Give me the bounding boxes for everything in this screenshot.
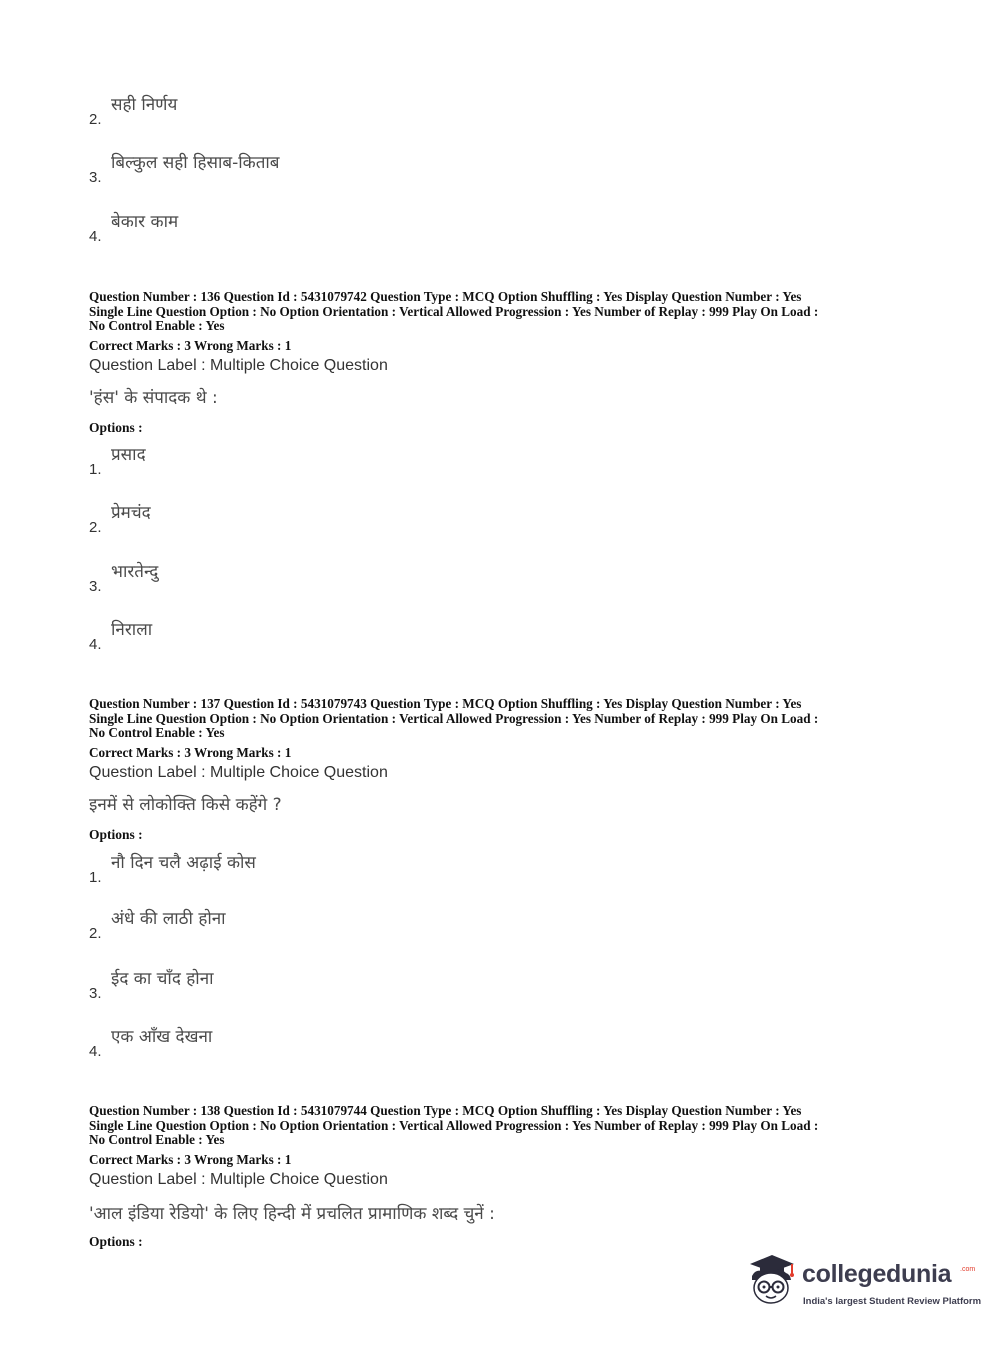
question-meta [89, 697, 919, 741]
option-text: बिल्कुल सही हिसाब-किताब [111, 153, 280, 173]
option-text: नौ दिन चलै अढ़ाई कोस [111, 853, 256, 873]
question-marks: Correct Marks : 3 Wrong Marks : 1 [89, 338, 292, 353]
question-marks: Correct Marks : 3 Wrong Marks : 1 [89, 1152, 292, 1167]
option-number: 3. [89, 169, 102, 186]
logo-tagline: India's largest Student Review Platform [803, 1296, 982, 1307]
options-heading: Options : [89, 420, 143, 435]
meta-line: No Control Enable : Yes [89, 318, 225, 334]
question-label: Question Label : Multiple Choice Question [89, 764, 388, 781]
collegedunia-logo [742, 1252, 982, 1314]
meta-line: No Control Enable : Yes [89, 725, 225, 741]
option-item [89, 559, 689, 599]
option-number: 4. [89, 228, 102, 245]
option-item [89, 150, 689, 190]
options-heading: Options : [89, 827, 143, 842]
option-text: प्रसाद [111, 445, 146, 465]
question-text: 'आल इंडिया रेडियो' के लिए हिन्दी में प्रचलित प्रामाणिक शब्द चुनें : [89, 1204, 495, 1224]
option-text: एक आँख देखना [111, 1027, 213, 1047]
option-text: बेकार काम [111, 212, 179, 232]
option-text: ईद का चाँद होना [111, 969, 214, 989]
logo-wordmark: collegedunia [802, 1260, 952, 1288]
options-heading: Options : [89, 1234, 143, 1249]
option-number: 2. [89, 925, 102, 942]
meta-line: Question Number : 136 Question Id : 5431079742 Question Type : MCQ Option Shuffling : Yes Display Question Number : Yes [89, 289, 802, 304]
option-text: निराला [111, 620, 153, 640]
question-meta [89, 1104, 919, 1148]
option-text: अंधे की लाठी होना [111, 909, 226, 929]
option-item [89, 1024, 689, 1064]
question-marks: Correct Marks : 3 Wrong Marks : 1 [89, 745, 292, 760]
option-item [89, 500, 689, 540]
meta-line: Single Line Question Option : No Option Orientation : Vertical Allowed Progression : Yes Number of Replay : 999 Play On Load : [89, 710, 819, 726]
option-item [89, 442, 689, 482]
option-number: 2. [89, 111, 102, 128]
question-label: Question Label : Multiple Choice Question [89, 1171, 388, 1188]
logo-domain-suffix: .com [960, 1266, 976, 1273]
option-text: सही निर्णय [111, 95, 178, 115]
option-item [89, 92, 689, 132]
option-number: 3. [89, 578, 102, 595]
option-item [89, 850, 689, 890]
option-number: 4. [89, 1043, 102, 1060]
question-text: 'हंस' के संपादक थे : [89, 388, 218, 408]
option-item [89, 966, 689, 1006]
meta-line: Question Number : 137 Question Id : 5431079743 Question Type : MCQ Option Shuffling : Yes Display Question Number : Yes [89, 696, 802, 711]
meta-line: Single Line Question Option : No Option Orientation : Vertical Allowed Progression : Yes Number of Replay : 999 Play On Load : [89, 303, 819, 319]
meta-line: Single Line Question Option : No Option Orientation : Vertical Allowed Progression : Yes Number of Replay : 999 Play On Load : [89, 1117, 819, 1133]
option-number: 3. [89, 985, 102, 1002]
question-label: Question Label : Multiple Choice Question [89, 357, 388, 374]
option-text: प्रेमचंद [111, 503, 151, 523]
option-number: 2. [89, 519, 102, 536]
option-item [89, 209, 689, 249]
option-number: 1. [89, 461, 102, 478]
question-meta [89, 290, 919, 334]
option-item [89, 906, 689, 946]
student-mascot-icon [742, 1252, 800, 1310]
option-text: भारतेन्दु [111, 562, 159, 582]
meta-line: Question Number : 138 Question Id : 5431079744 Question Type : MCQ Option Shuffling : Yes Display Question Number : Yes [89, 1103, 802, 1118]
option-number: 1. [89, 869, 102, 886]
option-item [89, 617, 689, 657]
question-text: इनमें से लोकोक्ति किसे कहेंगे ? [89, 795, 282, 815]
meta-line: No Control Enable : Yes [89, 1132, 225, 1148]
option-number: 4. [89, 636, 102, 653]
